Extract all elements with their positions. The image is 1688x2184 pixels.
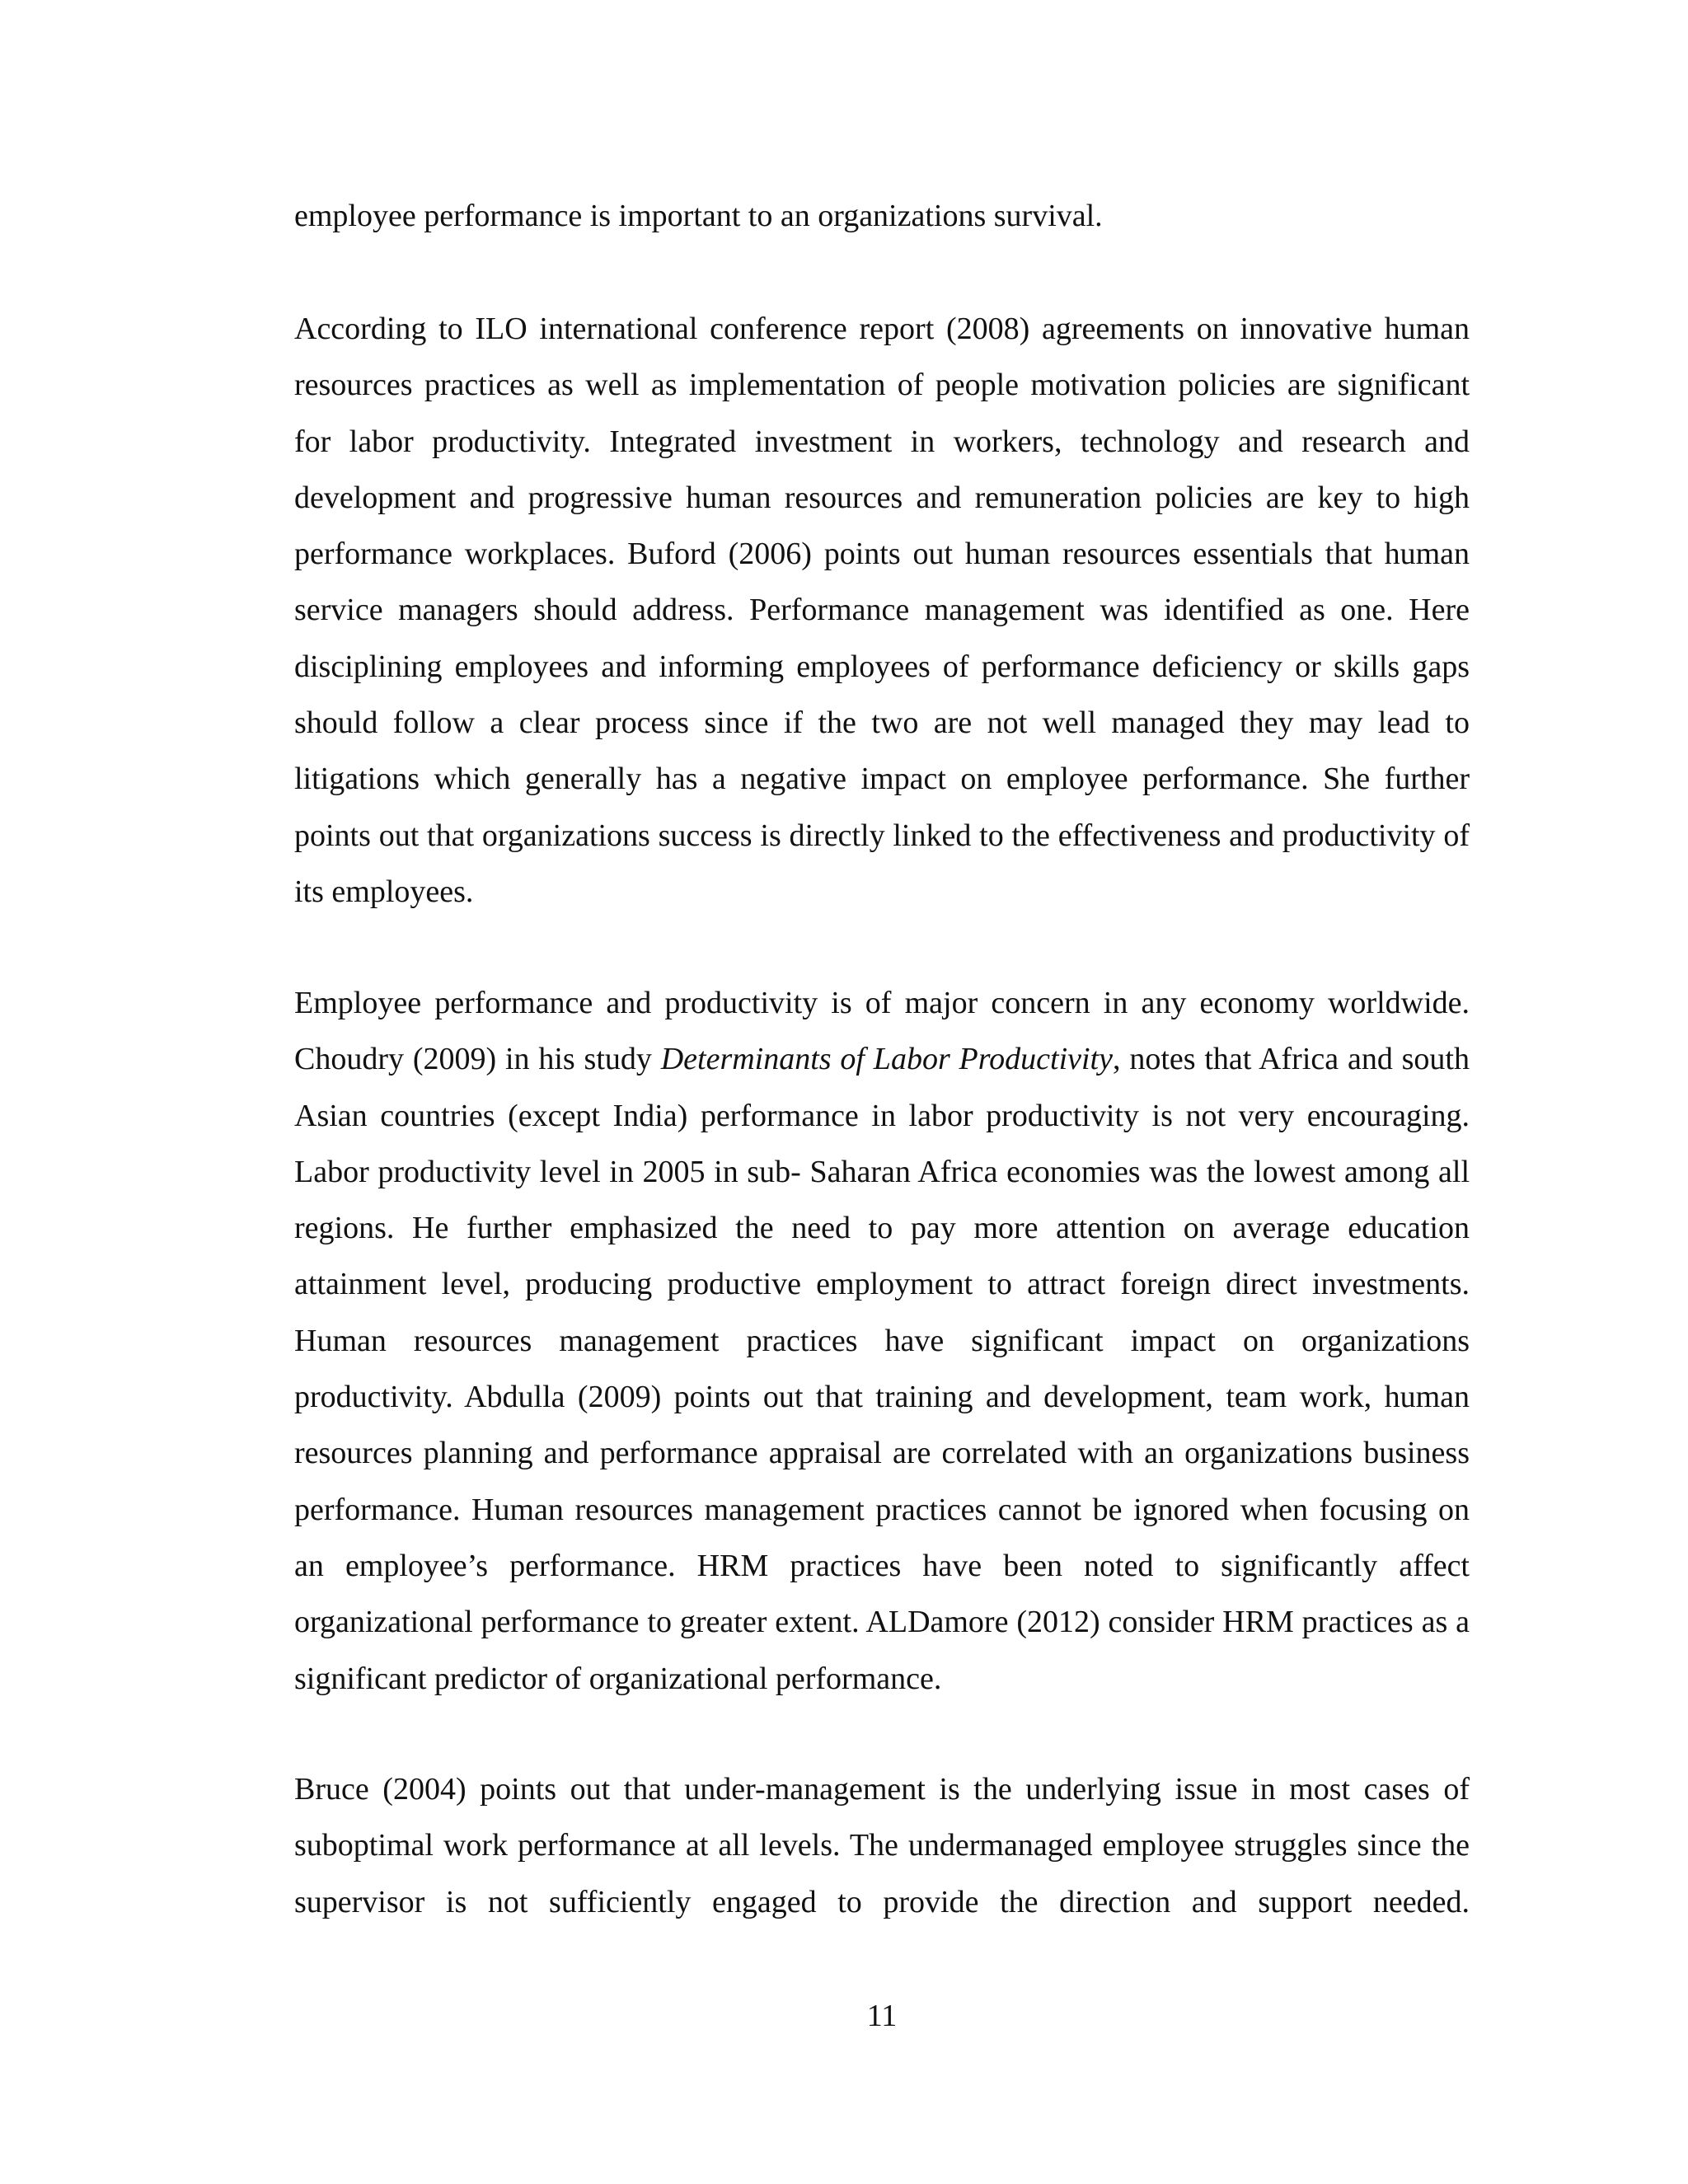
paragraph-text-segment: , notes that Africa and south Asian countries (except India) performance in labor productivity is not very encouraging. Labor productivity level in 2005 in sub- Saharan Africa economies was the lowest among all regions. He further emphasized the need to pay more attention on average education attainment level, producing productive employment to attract foreign direct investments. Human resources management practices have significant impact on organizations productivity. Abdulla (2009) points out that training and development, team work, human resources planning and performance appraisal are correlated with an organizations business performance. Human resources management practices cannot be ignored when focusing on an employee’s performance. HRM practices have been noted to significantly affect organizational performance to greater extent. ALDamore (2012) consider HRM practices as a significant predictor of organizational performance. — [294, 1042, 1470, 1696]
paragraph-continuation: employee performance is important to an organizations survival. — [294, 199, 1103, 233]
study-title: Determinants of Labor Productivity — [660, 1042, 1113, 1077]
paragraph-text-segment: Employee performance and productivity is of major concern in any economy worldwide. Choudry (2009) in his study — [294, 986, 1470, 1077]
page-number: 11 — [866, 1999, 898, 2033]
paragraph-bruce-undermanagement: Bruce (2004) points out that under-management is the underlying issue in most cases of suboptimal work performance at all levels. The undermanaged employee struggles since the supervisor is not sufficiently engaged to provide the direction and support needed. — [294, 1772, 1470, 1919]
paragraph-ilo-report: According to ILO international conference report (2008) agreements on innovative human resources practices as well as implementation of people motivation policies are significant for labor productivity. Integrated investment in workers, technology and research and development and progressive human resources and remuneration policies are key to high performance workplaces. Buford (2006) points out human resources essentials that human service managers should address. Performance management was identified as one. Here disciplining employees and informing employees of performance deficiency or skills gaps should follow a clear process since if the two are not well managed they may lead to litigations which generally has a negative impact on employee performance. She further points out that organizations success is directly linked to the effectiveness and productivity of its employees. — [294, 312, 1470, 909]
paragraph-employee-performance — [294, 975, 1470, 1707]
